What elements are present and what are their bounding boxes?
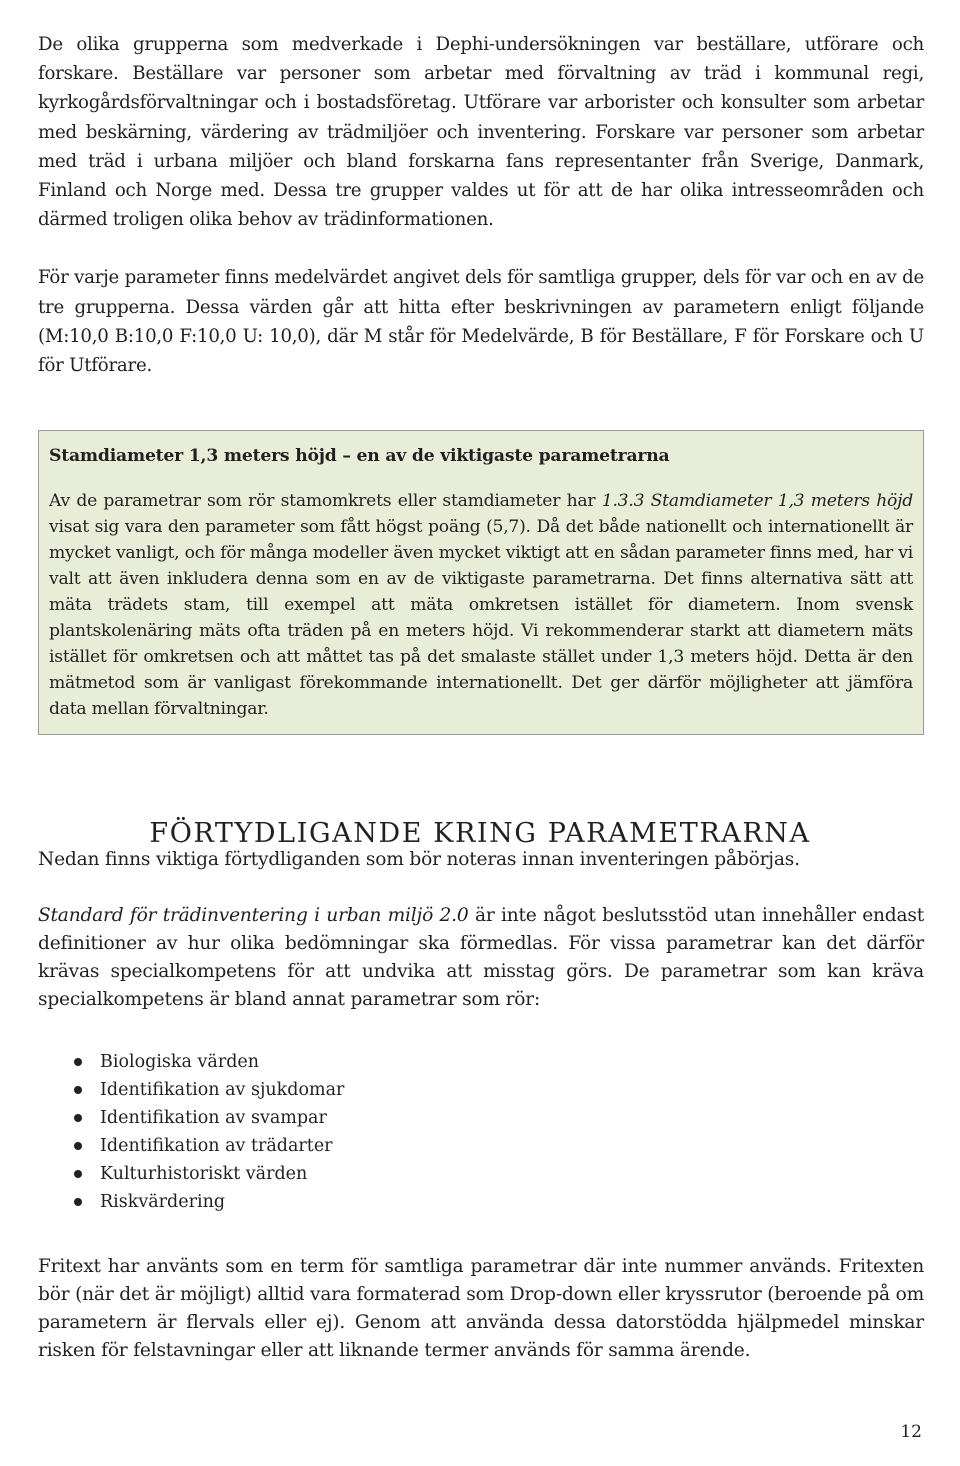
bullet-icon bbox=[74, 1170, 82, 1178]
list-item-label: Riskvärdering bbox=[100, 1192, 226, 1212]
list-item-label: Identifikation av trädarter bbox=[100, 1136, 333, 1156]
list-item-label: Biologiska värden bbox=[100, 1052, 260, 1072]
highlight-box-title: Stamdiameter 1,3 meters höjd – en av de viktigaste parametrarna bbox=[49, 446, 670, 466]
specialist-parameter-list bbox=[38, 1048, 924, 1216]
list-item bbox=[38, 1132, 924, 1160]
intro-paragraph-1: De olika grupperna som medverkade i Dephi-undersökningen var beställare, utförare och forskare. Beställare var personer som arbetar med förvaltning av träd i kommunal regi, kyrkogårdsförvaltningar och i bostadsföretag. Utförare var arborister och konsulter som arbetar med beskärning, värdering av trädmiljöer och inventering. Forskare var personer som arbetar med träd i urbana miljöer och bland forskarna fans representanter från Sverige, Danmark, Finland och Norge med. Dessa tre grupper valdes ut för att de har olika intresseområden och därmed troligen olika behov av trädinformationen. bbox=[38, 34, 924, 231]
standard-paragraph bbox=[38, 902, 924, 1014]
intro-section bbox=[38, 30, 924, 380]
highlight-box-reference: 1.3.3 Stamdiameter 1,3 meters höjd bbox=[601, 491, 913, 511]
list-item bbox=[38, 1104, 924, 1132]
list-item-label: Identifikation av sjukdomar bbox=[100, 1080, 345, 1100]
highlight-box-body bbox=[49, 488, 913, 722]
list-item bbox=[38, 1076, 924, 1104]
bullet-icon bbox=[74, 1058, 82, 1066]
bullet-icon bbox=[74, 1142, 82, 1150]
intro-paragraph-2: För varje parameter finns medelvärdet angivet dels för samtliga grupper, dels för var och en av de tre grupperna. Dessa värden går att hitta efter beskrivningen av parametern enligt följande (M:10,0 B:10,0 F:10,0 U: 10,0), där M står för Medelvärde, B för Beställare, F för Forskare och U för Utförare. bbox=[38, 267, 924, 377]
clarifications-section bbox=[38, 846, 924, 1365]
list-item bbox=[38, 1160, 924, 1188]
page-number: 12 bbox=[900, 1422, 922, 1442]
standard-paragraph-rest: är inte något beslutsstöd utan innehåller endast definitioner av hur olika bedömningar ska förmedlas. För vissa parametrar kan det därför krävas specialkompetens för att undvika att misstag görs. De parametrar som kan kräva specialkompetens är bland annat parametrar som rör: bbox=[38, 905, 924, 1010]
bullet-icon bbox=[74, 1198, 82, 1206]
section-heading: FÖRTYDLIGANDE KRING PARAMETRARNA bbox=[149, 818, 811, 850]
section-lead-paragraph: Nedan finns viktiga förtydliganden som bör noteras innan inventeringen påbörjas. bbox=[38, 849, 800, 870]
bullet-icon bbox=[74, 1114, 82, 1122]
highlight-box-body-rest: visat sig vara den parameter som fått högst poäng (5,7). Då det både nationellt och internationellt är mycket vanligt, och för många modeller även mycket viktigt att en sådan parameter finns med, har vi valt att även inkludera denna som en av de viktigaste parametrarna. Det finns alternativa sätt att mäta trädets stam, till exempel att mäta omkretsen istället för diametern. Inom svensk plantskolenäring mäts ofta träden på en meters höjd. Vi rekommenderar starkt att diametern mäts istället för omkretsen och att måttet tas på det smalaste stället under 1,3 meters höjd. Detta är den mätmetod som är vanligast förekommande internationellt. Det ger därför möjligheter att jämföra data mellan förvaltningar. bbox=[49, 517, 913, 719]
fritext-paragraph: Fritext har använts som en term för samtliga parametrar där inte nummer används. Fritexten bör (när det är möjligt) alltid vara formaterad som Drop-down eller kryssrutor (beroende på om parametern är flervals eller ej). Genom att använda dessa datorstödda hjälpmedel minskar risken för felstavningar eller att liknande termer används för samma ärende. bbox=[38, 1256, 924, 1361]
highlight-box bbox=[38, 430, 924, 735]
list-item bbox=[38, 1048, 924, 1076]
list-item bbox=[38, 1188, 924, 1216]
bullet-icon bbox=[74, 1086, 82, 1094]
list-item-label: Kulturhistoriskt värden bbox=[100, 1164, 308, 1184]
list-item-label: Identifikation av svampar bbox=[100, 1108, 327, 1128]
standard-title: Standard för trädinventering i urban miljö 2.0 bbox=[38, 905, 469, 926]
highlight-box-body-lead: Av de parametrar som rör stamomkrets eller stamdiameter har bbox=[49, 491, 602, 511]
